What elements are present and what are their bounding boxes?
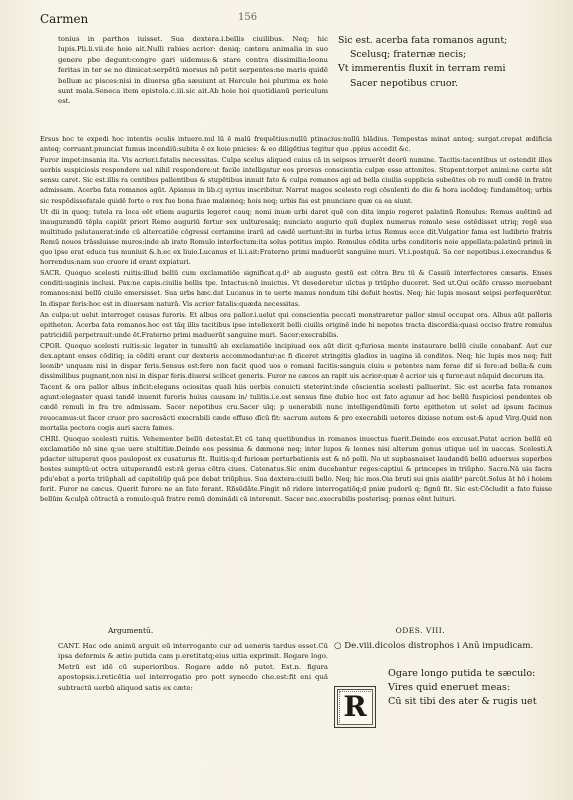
verse-line: Vires quid eneruet meas: xyxy=(388,682,511,694)
verse-line: Ogare longo putida te sæculo: xyxy=(388,668,536,679)
verse-line: Scelusq; fraternæ necis; xyxy=(350,49,467,61)
commentary-bottom-block: CANT. Hac ode animū arguit eū interrogante cur ad ueneris tardus esset.Cū ipsa deformis & ætio putida cam p.eretitatq;eius uitia exprimit. Rogare logo. Metrū est idē cū superioribus. Rogare adde nō putet. Est.n. figura apostopsis.i.reticētia uel interrogatio pro pott synecdo che.est:fit eni quā subtractū uerbū aliquod satis ex cæte: xyxy=(58,642,328,692)
bracket-mark: ○ xyxy=(334,641,345,651)
commentary-paragraph: SACR. Quoquo scelesti ruitis:illud bellū cum exclamatiōe significat.q.d² ab augusto gestū est cōtra Bru tū & Cassiū interfectores cæsaris. Enses conditi:uaginis inclusi. Pax:ne capis.ciuilis bellis tpe. Intactus:nō inuictus. Vt desederetur uīctus p triūpho duceret. Sed ut.Qui ocāfo crasso meruebant romanos:nisi bellū ciuile emersisset. Sua urbs hæc.dat Lucanus in te uerte manus nondum tibi defuit hostis. Neq; hic lupis mosaut seipsi perfequerētur. In dispar feris:hoc est in diuersam naturā. Vis acrior fatalis:quæda necessitas. xyxy=(40,269,552,308)
running-title: Carmen xyxy=(40,12,89,26)
argument-label: Argumentū. xyxy=(108,626,154,635)
meter-note xyxy=(334,641,549,652)
folio-number: 156 xyxy=(238,12,258,23)
commentary-paragraph: An culpa:ut uelut interroget causas furoris. Et albus ora pallor.i.uelut qui conscientia peccati monstraretur pallor simul occupat ora. Albus aūt palloris epitheton. Acerba fata romanos.hoc est tāq illis tacitibus ipse intellexerit belli ciuilis originē inde hi nepotes tracta discordia:quasi occiso fratre romulus patricidiū perpetrauit:unde ēt.Fraterno primi maduerūt sanguine muri. Sacer:execrabilis. xyxy=(40,310,552,339)
ode-heading xyxy=(58,626,548,636)
commentary-main-block xyxy=(40,134,552,505)
commentary-paragraph: Ut dii in quoq; tutela ra loca eēt etiem auguriis legeret cauq; nomi inuæ urbi daret quē con dita impio regeret palatinū Romulus: Remus auētinū ad inaugurandū tēpla capiūt priori Remo auguriū fertur sex uulturesaiq; nunciato augurio quū duplex numerus romulo sese ostēdisset utriq; regē sua multitudo pslutauerat:inde cū altercatiōe cōgressi certamine irarū ad cædē uertunt:ibi in turba ictus Remus ecce dit.Vulgatior fama est ludibrio fratris Remū nouos trāssluisse muros:inde ab irato Romulo interfectum:ita solus potitus impio. Romulus cōdita urbs conditoris noie appellata:palatinū primū in quo ipse erat educa tus muniuit &.h.ec ex liuio.Lucanus et li.i.ait:Fraterno primi maduerūt sanguine muri. Vt.i.postquā. Sa cer nepotibus.i.execrandus & horrendus:nam suo cruore id erant expiaturi. xyxy=(40,207,552,267)
decorated-initial xyxy=(334,686,376,728)
initial-letter: R xyxy=(343,690,367,723)
verse-line: Sic est. acerba fata romanos agunt; xyxy=(338,35,508,46)
verse-line: Cū sit tibi des ater & rugis uet xyxy=(388,696,537,708)
commentary-paragraph: Ersus hoc te expedi hoc intentis oculis intuere.nul lū ē malū frequētius:nullū ptinacius:nullū blādius. Tempestas minat anteq; surgat.crepat ædificia anteq; corruant.pnunciat fumus incendiū:subita ē ex hoie pnicies: & eo diligētius tegitur quo .ppius accedit &c. xyxy=(40,135,552,154)
meter-note-text: De.viii.dicolos distrophos i Anū impudicam. xyxy=(344,641,534,651)
commentary-paragraph: Furor impet:insania ita. Vis acrior.i.fatalis necessitas. Culpa scelus aliquod cuius cā in seipsos irruerēt deorū numine. Tacitis:tacentibus ut ostendit illos uerbis suspiciosis respondere uel nihil respondere:ut facile intelligatur eos prorsus conscientia culpæ esse attonitos. Stupent:torpet animi:ne certe sūt sensu caret. Sic est.illis ra centibus pallentibus & stupētibus innuit fato & culpa romanos agi ad bella ciuilia supplicia subeūtes ob ro mulī cædē in fratre admissam. Acerba fata romanos agūt. Apianus in lib.cj syrius inscribitur. Narrat magos scelesto regi cōsulenti de die & hora iacēdoq; fundamētoq; urbis sic respōdissefatale quidē forte o rex fue bona fuae malæneq; hois neq; urbis fas est pnunciare quæ ca ea siunt. xyxy=(40,156,552,205)
commentary-paragraph: CHRI. Quoquo scelesti ruitis. Vehementer bellū detestat.Et cū tanq quetibundus in romanos inuectus fuerit.Deinde eos excusat.Putat acrion bellū eū exclamatiōe nō sine q;ue uere stultitiæ.Deinde eos pessima & dæmone neq; inter lupos & leones nisi alterum genus utique uel in uaccas. Scelesti.A pdacter uituperat quos paulopost ex cusaturus fit. Ruitis:q;d furiosæ perturbationis est & nō pelli. No ut supbasnaiset laudandū bellū aduersus superbos hostes sumptū:ut octra uituperandū est:rā geras cōtra ciues. Catenatus.Sic enim ducebantur reges:captiui & princepes in triūpho. Sacra.Nā uia facra pdu'ebat a porta triūphali ad capitoliūp quā pce debat triūphus. Sua dextera:ciuili bello. Neq; hic mos.Oia bruti sui gnis aialib⁹ parcūt.Solus āt hō i hoiem ferit. Furor ne cæcus. Querit furore ne an fato ferant. Rñsūdāte.Fingit nō ridere interrogatiōq;d pniæ pudorū q; fignū fit. Sic est:Cōcludit a fato fuisse bellūm &culpā cōtractā a romulo:quā fratre remū dominādi cā interemit. Sacer nec.execrabilis posterisq; pœnas eēnt luituri. xyxy=(40,434,552,504)
verse-line: Sacer nepotibus cruor. xyxy=(350,77,458,89)
commentary-paragraph: CPOR. Quoquo scelesti ruitis:sic legater in tumultū ab exclamatiōe incipiuad eos aūt dicit q;furiosa mente instaurare bellū ciuile conabanf. Aut cur dex.aptant enses cōditiq; ia cōditi erant cur dexteris accommodantur:ac fi diceret stringitis gladios in uagina iā conditos. Neq; hic lupis mos neq; fuit leonib⁹ unquam nisi in dispar feris.Sensus est:fere non facit quod uos o romani facitis:sanguis ciuiu e petentes nam ferae dif si fere:ad bella:& cum dissimilibus pugnant,non nisi in dispar feris.diuersi scilicet generis. Furor ne cæcos an rapit uis acrior:quæ ē acrior uis q furor:aut nūquid decorum ita. xyxy=(40,341,552,381)
verse-line: Vt immerentis fluxit in terram remi xyxy=(338,63,506,75)
commentary-paragraph: Tacent & ora pallor albus inficit:elegans ociositas quali hiis uerbis conuicti steterint:inde cōscientia scelesti palluerint. Sic est acerba fata romanos agunt:elegaster quasi tandē inuenit furoris huius causam in/ tulitis.i.e.est sensus fine dubio hoc est fato agunur ad hoc bellū fuspiciosi pendentes ob cædē remuli in fra tre admissam. Sacer nepotibus cru.Sacer uīq; p uenerabili nunc intelligendūmili forte epitheton ut solet ad ipsum facinus reuocamus:ut facer cruor pro sacrosācti execrabili cæde effuso dīcū fit: sacrum autem & pro execrabili ueteres dixisse notum est:& apud Virg.Quid non mortalia pectora cogis auri sacra fames. xyxy=(40,383,552,432)
epode-verse-block xyxy=(338,34,548,91)
ode-verse-block xyxy=(388,667,556,710)
ode-title: ODES. VIII. xyxy=(395,626,446,635)
commentary-top-block: tonius in parthos iuisset. Sua dextera.i.bellis ciuilibus. Neq; hic lupis.Pli.li.vii.de hoie ait.Nulli rabies acrior: deniq; cætera animalia in suo genere pbe degunt:congre gari uidemus:& stare contra dissimilia:leonu feritas in ter se no dimicat:serpētū morsus nō petit serpentes:ne maris quidē belluæ ac pisces:nisi in diuersa gña sæuiunt at Hercule hoi plurima ex hoie sunt mala.Seneca item epistola.c.iii.sic ait.Ab hoie hoi quotidianū periculum est. xyxy=(58,35,328,106)
